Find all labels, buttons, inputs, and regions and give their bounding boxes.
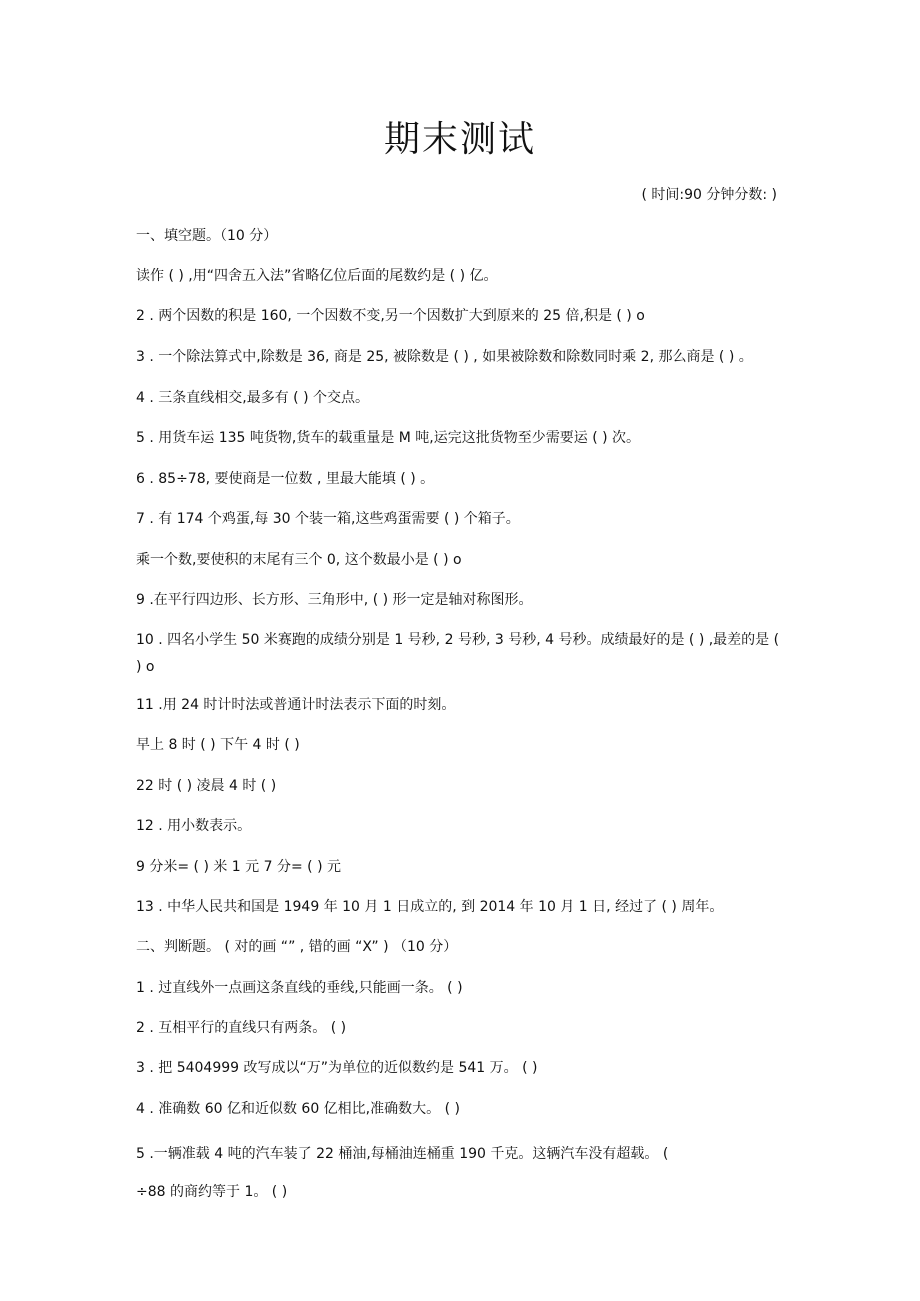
question-line: 10 . 四名小学生 50 米赛跑的成绩分别是 1 号秒, 2 号秒, 3 号秒, 4 号秒。成绩最好的是 ( ) ,最差的是 ( ) o [136, 632, 780, 675]
question-line: 9 分米= ( ) 米 1 元 7 分= ( ) 元 [136, 859, 341, 875]
question-line: 11 .用 24 时计时法或普通计时法表示下面的时刻。 [136, 697, 456, 713]
section-heading-fill-blank: 一、填空题。（10 分） [136, 228, 278, 244]
question-line: 早上 8 时 ( ) 下午 4 时 ( ) [136, 737, 300, 753]
section-heading-true-false: 二、判断题。 ( 对的画 “” , 错的画 “X” ) （10 分） [136, 939, 458, 955]
question-line: 2 . 两个因数的积是 160, 一个因数不变,另一个因数扩大到原来的 25 倍,积是 ( ) o [136, 308, 645, 324]
question-line: 22 时 ( ) 凌晨 4 时 ( ) [136, 778, 277, 794]
question-line: 读作 ( ) ,用“四舍五入法”省略亿位后面的尾数约是 ( ) 亿。 [136, 268, 498, 284]
question-line: 9 .在平行四边形、长方形、三角形中, ( ) 形一定是轴对称图形。 [136, 592, 533, 608]
page-title: 期末测试 [383, 119, 536, 160]
question-line: 7 . 有 174 个鸡蛋,每 30 个装一箱,这些鸡蛋需要 ( ) 个箱子。 [136, 511, 520, 527]
question-line: 5 . 用货车运 135 吨货物,货车的载重量是 M 吨,运完这批货物至少需要运 ( ) 次。 [136, 430, 641, 446]
question-line: 6 . 85÷78, 要使商是一位数 , 里最大能填 ( ) 。 [136, 471, 435, 487]
question-line: ÷88 的商约等于 1。 ( ) [136, 1184, 288, 1200]
question-line: 13 . 中华人民共和国是 1949 年 10 月 1 日成立的, 到 2014 年 10 月 1 日, 经过了 ( ) 周年。 [136, 899, 724, 915]
question-line: 1 . 过直线外一点画这条直线的垂线,只能画一条。 ( ) [136, 980, 463, 996]
question-line: 4 . 准确数 60 亿和近似数 60 亿相比,准确数大。 ( ) [136, 1101, 460, 1117]
question-line: 12 . 用小数表示。 [136, 818, 252, 834]
time-score-note: ( 时间:90 分钟分数: ) [641, 187, 777, 203]
question-line: 2 . 互相平行的直线只有两条。 ( ) [136, 1020, 347, 1036]
question-line: 5 .一辆准载 4 吨的汽车装了 22 桶油,每桶油连桶重 190 千克。这辆汽车没有超载。 ( [136, 1146, 669, 1162]
question-line: 3 . 把 5404999 改写成以“万”为单位的近似数约是 541 万。 ( ) [136, 1060, 538, 1076]
question-line: 4 . 三条直线相交,最多有 ( ) 个交点。 [136, 390, 369, 406]
question-line: 3 . 一个除法算式中,除数是 36, 商是 25, 被除数是 ( ) , 如果被除数和除数同时乘 2, 那么商是 ( ) 。 [136, 349, 753, 365]
question-line: 乘一个数,要使积的末尾有三个 0, 这个数最小是 ( ) o [136, 552, 462, 568]
